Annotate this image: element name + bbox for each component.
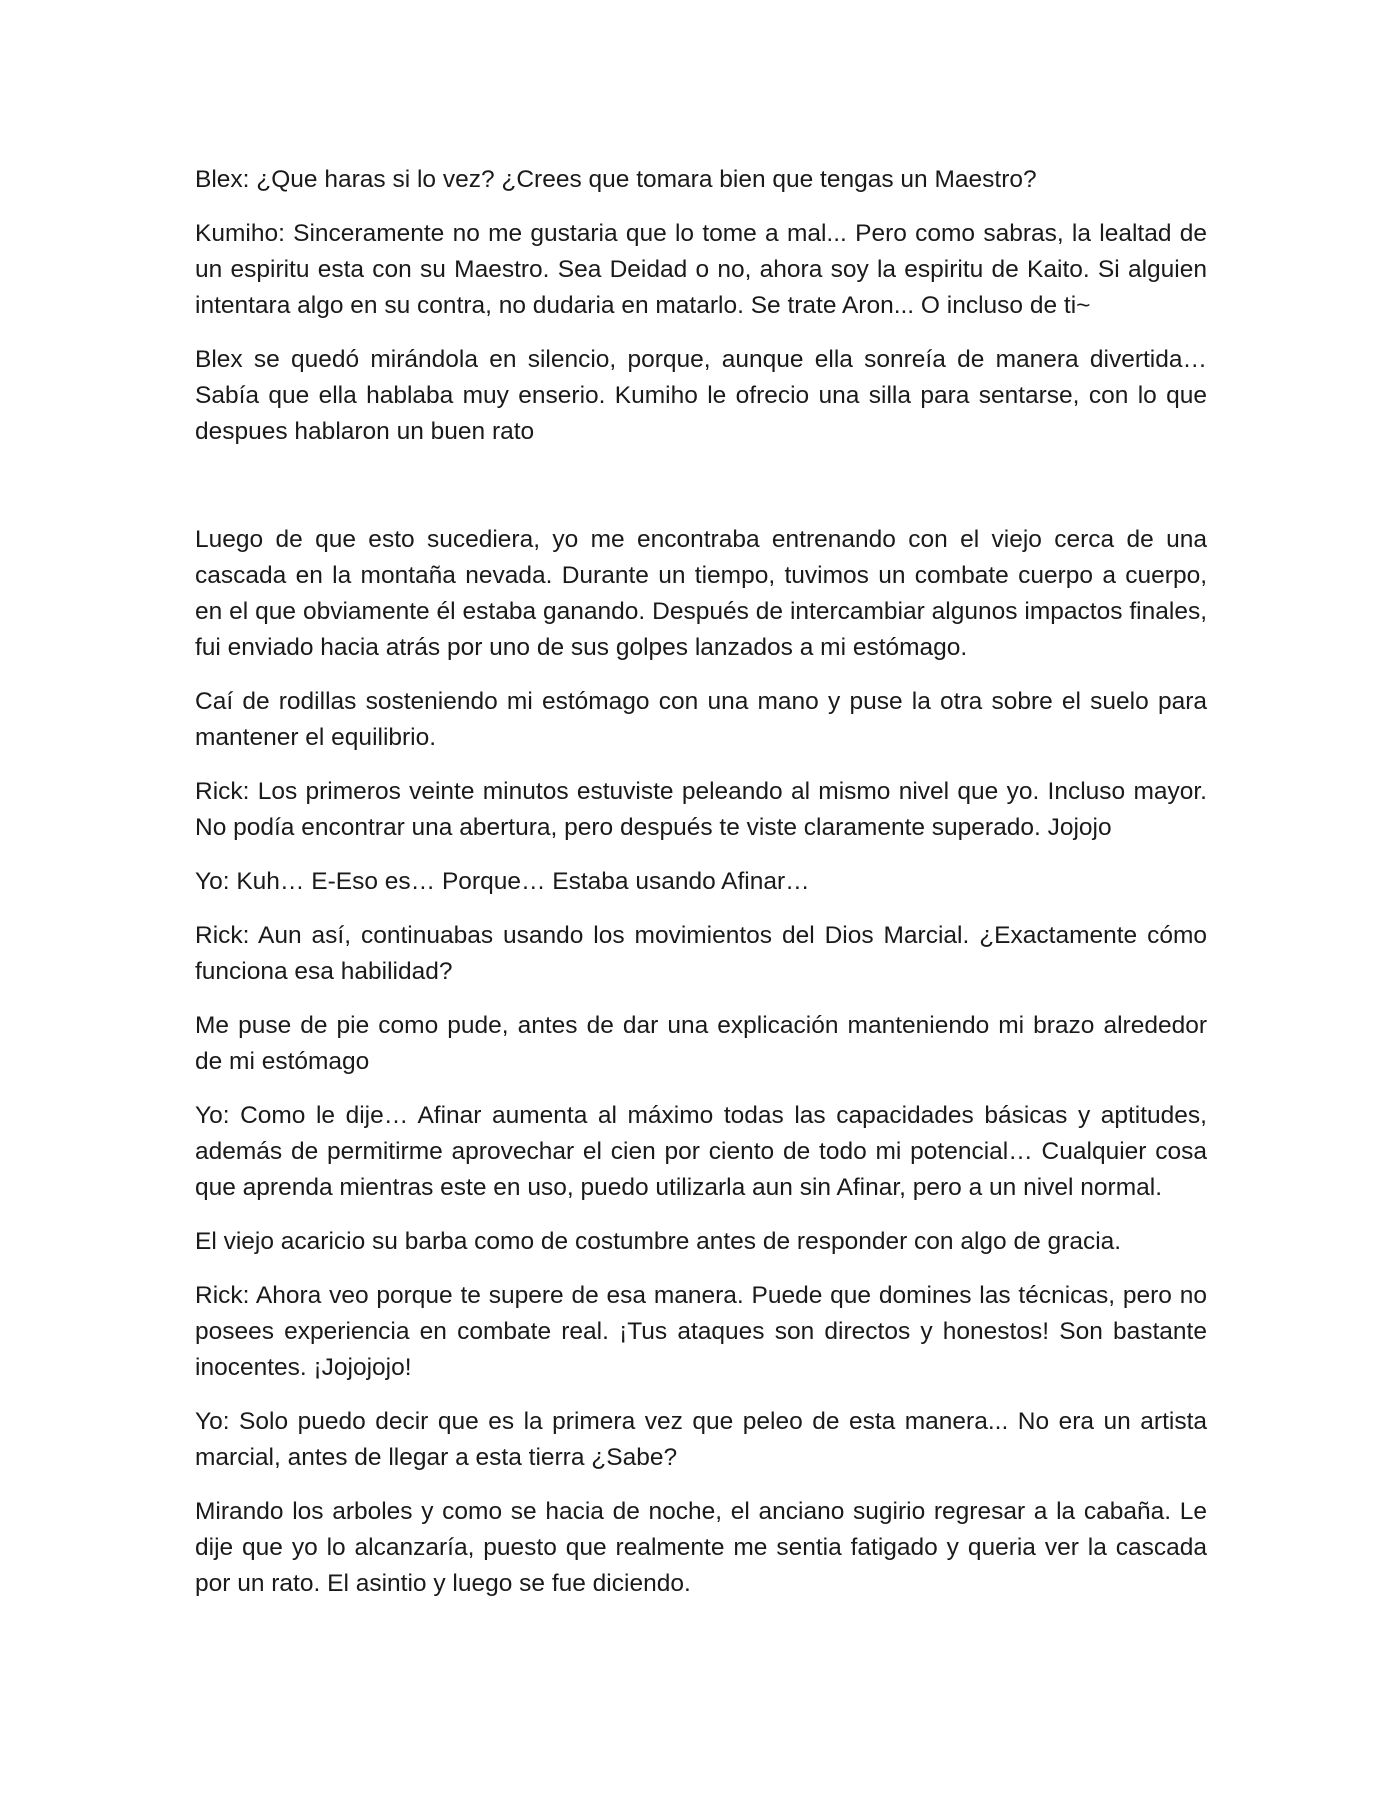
document-body	[195, 162, 1207, 1620]
paragraph-yo-kuh: Yo: Kuh… E-Eso es… Porque… Estaba usando Afinar…	[195, 868, 810, 895]
paragraph-rick-question: Rick: Aun así, continuabas usando los movimientos del Dios Marcial. ¿Exactamente cómo funciona esa habilidad?	[195, 922, 1207, 985]
paragraph-blex-question: Blex: ¿Que haras si lo vez? ¿Crees que tomara bien que tengas un Maestro?	[195, 166, 1037, 193]
paragraph-beard: El viejo acaricio su barba como de costumbre antes de responder con algo de gracia.	[195, 1228, 1122, 1255]
paragraph-fall: Caí de rodillas sosteniendo mi estómago con una mano y puse la otra sobre el suelo para mantener el equilibrio.	[195, 688, 1207, 751]
paragraph-trees: Mirando los arboles y como se hacia de noche, el anciano sugirio regresar a la cabaña. Le dije que yo lo alcanzaría, puesto que realmente me sentia fatigado y queria ver la cascada por un rato. El asintio y luego se fue diciendo.	[195, 1498, 1207, 1597]
paragraph-rick-first: Rick: Los primeros veinte minutos estuviste peleando al mismo nivel que yo. Incluso mayor. No podía encontrar una abertura, pero después te viste claramente superado. Jojojo	[195, 778, 1207, 841]
paragraph-training-scene: Luego de que esto sucediera, yo me encontraba entrenando con el viejo cerca de una cascada en la montaña nevada. Durante un tiempo, tuvimos un combate cuerpo a cuerpo, en el que obviamente él estaba ganando. Después de intercambiar algunos impactos finales, fui enviado hacia atrás por uno de sus golpes lanzados a mi estómago.	[195, 526, 1207, 661]
paragraph-yo-first-time: Yo: Solo puedo decir que es la primera vez que peleo de esta manera... No era un artista marcial, antes de llegar a esta tierra ¿Sabe?	[195, 1408, 1207, 1471]
paragraph-blex-silence: Blex se quedó mirándola en silencio, porque, aunque ella sonreía de manera divertida… Sabía que ella hablaba muy enserio. Kumiho le ofrecio una silla para sentarse, con lo que despues hablaron un buen rato	[195, 346, 1207, 445]
paragraph-rick-now: Rick: Ahora veo porque te supere de esa manera. Puede que domines las técnicas, pero no posees experiencia en combate real. ¡Tus ataques son directos y honestos! Son bastante inocentes. ¡Jojojojo!	[195, 1282, 1207, 1381]
paragraph-kumiho-reply: Kumiho: Sinceramente no me gustaria que lo tome a mal... Pero como sabras, la lealtad de un espiritu esta con su Maestro. Sea Deidad o no, ahora soy la espiritu de Kaito. Si alguien intentara algo en su contra, no dudaria en matarlo. Se trate Aron... O incluso de ti~	[195, 220, 1207, 319]
paragraph-stand-up: Me puse de pie como pude, antes de dar una explicación manteniendo mi brazo alrededor de mi estómago	[195, 1012, 1207, 1075]
paragraph-yo-explanation: Yo: Como le dije… Afinar aumenta al máximo todas las capacidades básicas y aptitudes, además de permitirme aprovechar el cien por ciento de todo mi potencial… Cualquier cosa que aprenda mientras este en uso, puedo utilizarla aun sin Afinar, pero a un nivel normal.	[195, 1102, 1207, 1201]
